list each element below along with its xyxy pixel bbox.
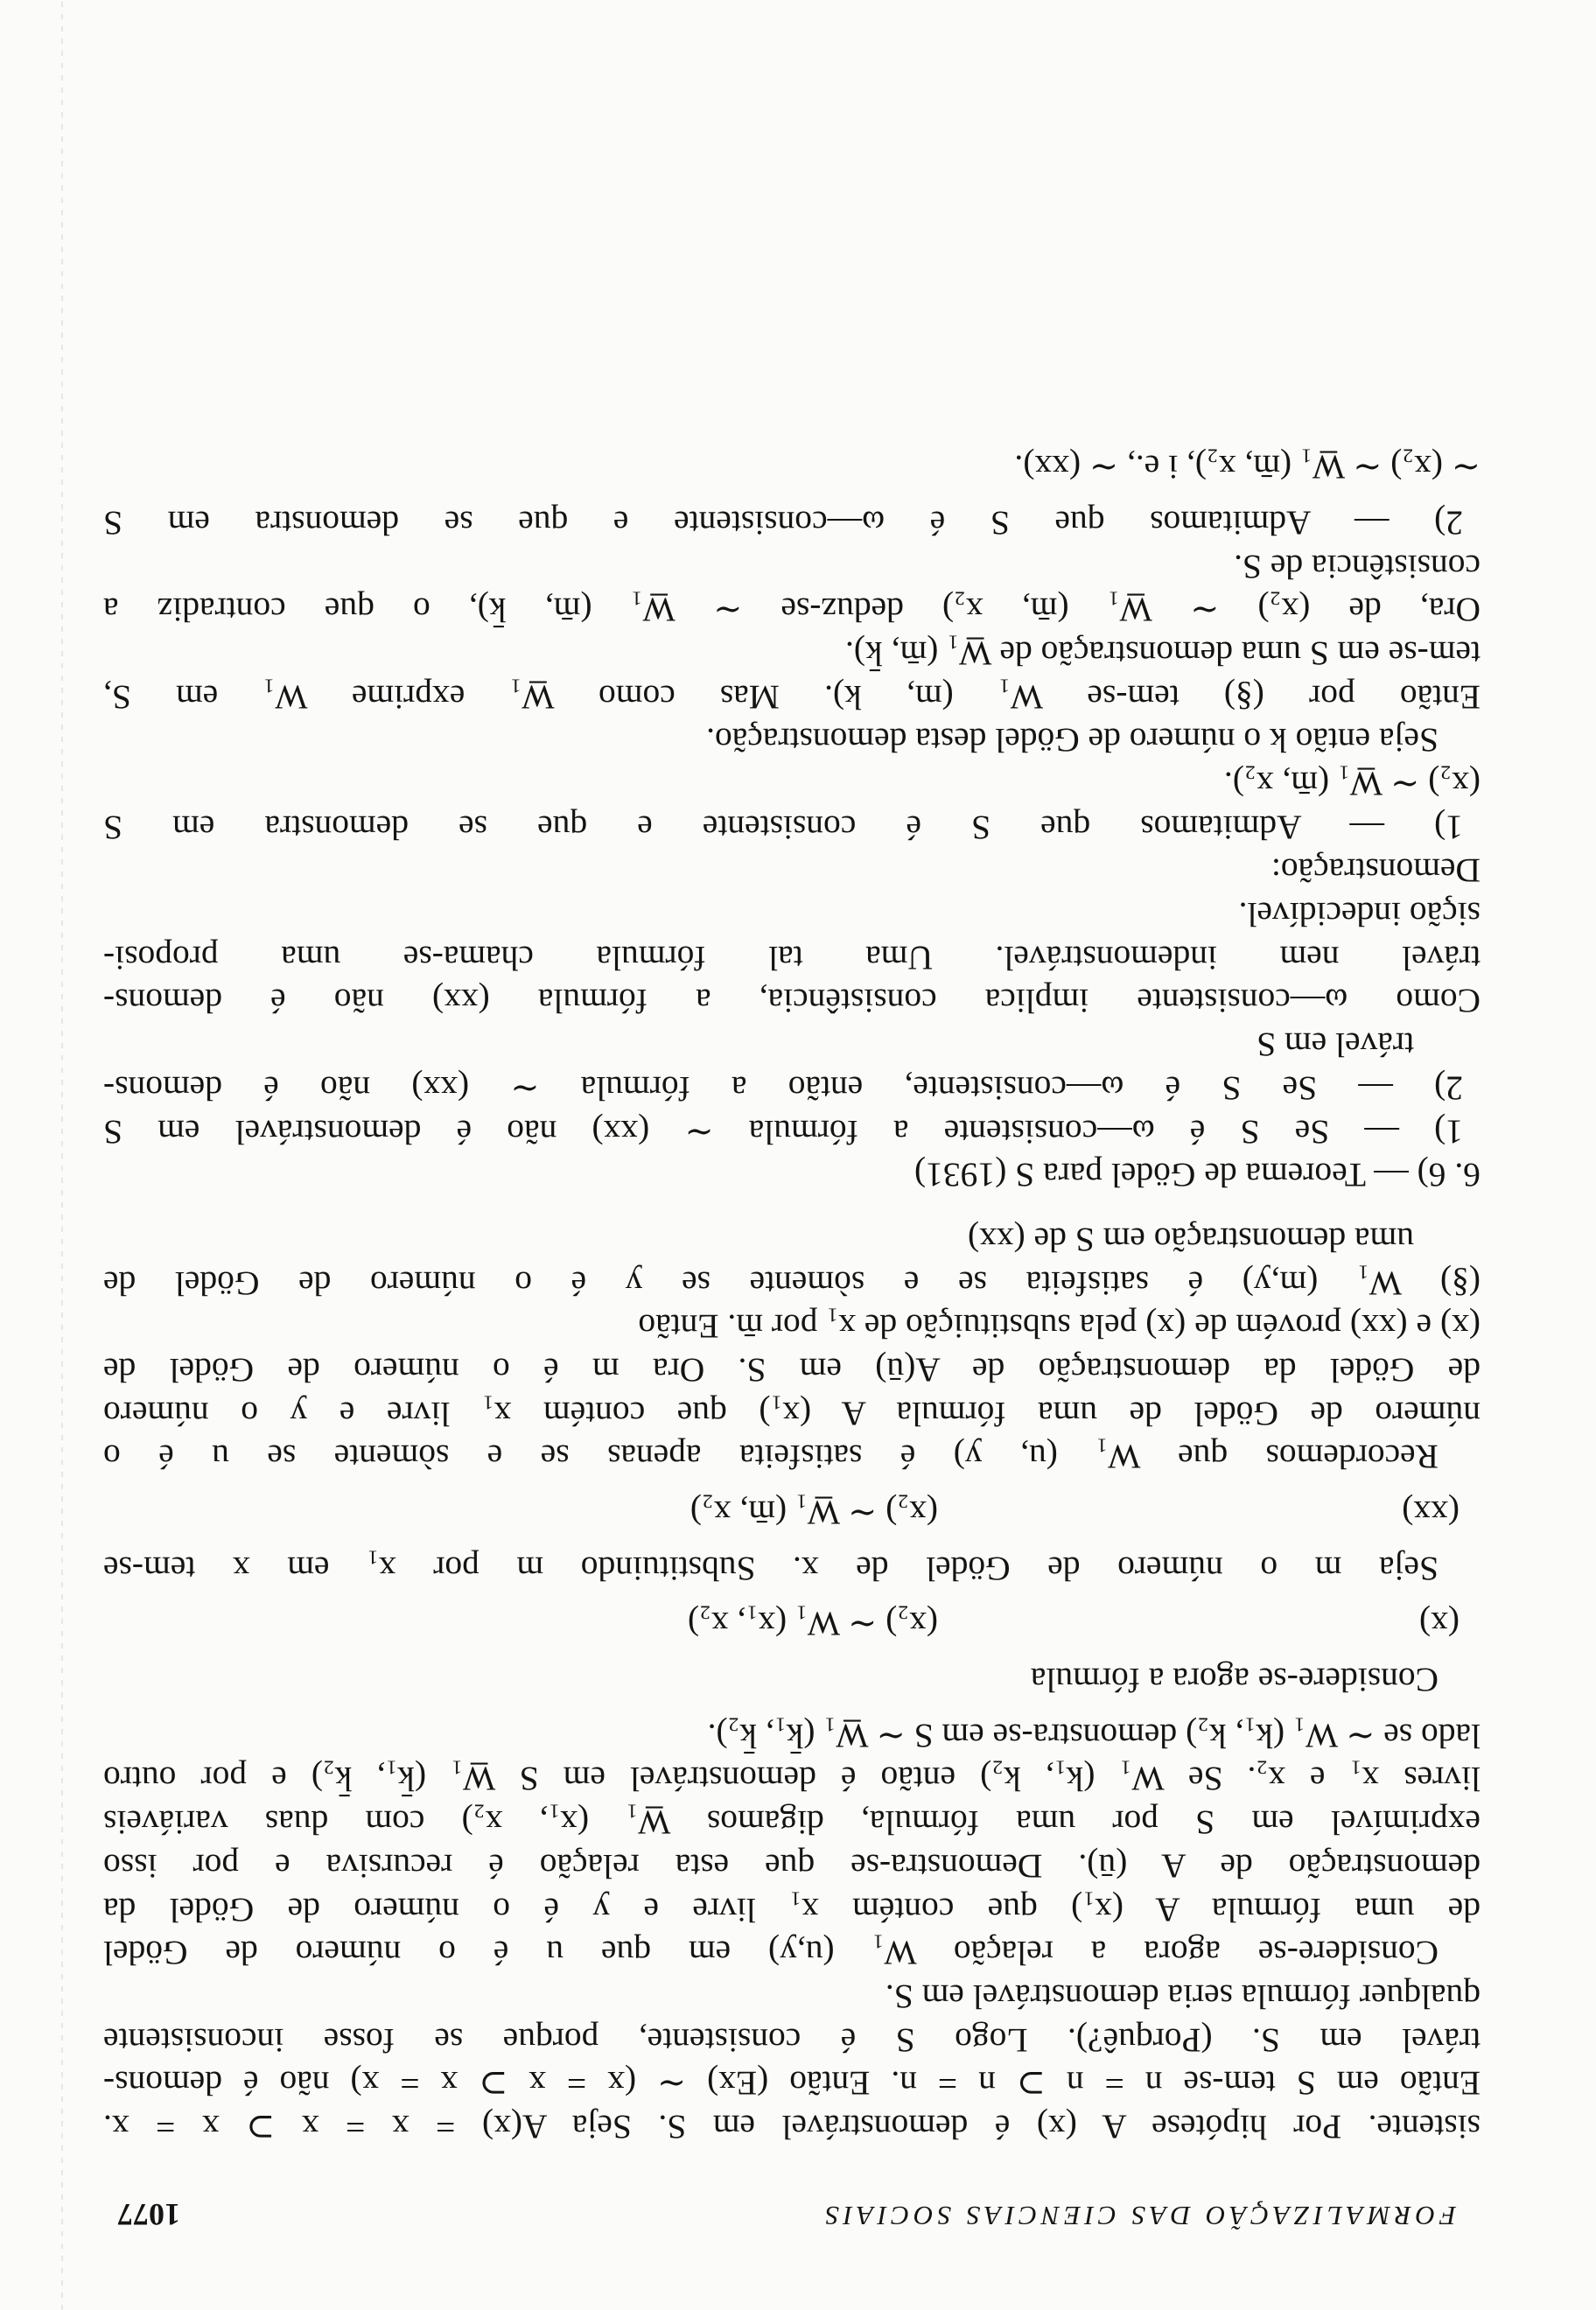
text-line: Recordemos que W₁ (u, y) é satisfeita apenas se e sòmente se u é o [103, 1438, 1438, 1477]
text-line: qualquer fórmula seria demonstrável em S. [885, 1977, 1480, 2016]
theorem-item: 1) — Se S é ω—consistente a fórmula ∼ (xx) não é demonstrável em S [103, 1112, 1463, 1152]
text-line: Como ω—consistente implica consistência, a fórmula (xx) não é demons- [103, 982, 1480, 1021]
scan-edge [61, 0, 63, 2310]
theorem-title: 6. 6) — Teorema de Gödel para S (1931) [914, 1156, 1480, 1195]
text-line: Considere-se agora a relação W₁ (u,y) em que u é o número de Gödel [103, 1934, 1438, 1973]
text-line: (§) W₁ (m,y) é satisfeita se e sòmente se y é o número de Gödel de [103, 1264, 1480, 1303]
text-line: de Gödel da demonstração de A(ū) em S. Ora m é o número de Gödel de [103, 1351, 1480, 1390]
formula-expression: (x₂) ∼ W̲₁ (m̄, x₂) [690, 1494, 938, 1533]
paragraph-8: Seja então k o número de Gödel desta demonstração. [706, 721, 1438, 760]
formula-proof-1: (x₂) ∼ W̲₁ (m̄, x₂). [1223, 765, 1480, 804]
text-line: tem-se em S uma demonstração de W̲₁ (m̄, k̄). [844, 634, 1480, 673]
theorem-item: 2) — Se S é ω—consistente, então a fórmula ∼ (xx) não é demons- [103, 1068, 1463, 1108]
formula-label: (xx) [1402, 1494, 1460, 1533]
running-title: FORMALIZAÇÃO DAS CIENCIAS SOCIAIS [821, 2201, 1456, 2231]
proof-heading: Demonstração: [1270, 851, 1480, 891]
paragraph-2 [103, 1713, 1480, 1974]
text-line: demonstração de A (ū). Demonstra-se que esta relação é recursiva e por isso [103, 1846, 1480, 1886]
page-header [117, 2179, 1456, 2231]
paragraph-5 [103, 1305, 1480, 1479]
text-line: Então em S tem-se n = n ⊃ n = n. Então (Ex) ∼ (x = x ⊃ x = x) não é demons- [103, 2064, 1480, 2104]
text-line: Ora, de (x₂) ∼ W̲₁ (m̄, x₂) deduz-se ∼ W̲₁ (m̄, k̄), o que contradiz a [103, 591, 1480, 630]
theorem-items [103, 1023, 1480, 1153]
text-line: sistente. Por hipótese A (x) é demonstrável em S. Seja A(x) = x = x ⊃ x = x. [103, 2108, 1480, 2146]
formula-x [103, 1602, 1480, 1646]
text-line: de uma fórmula A (x₁) que contém x₁ livre e y é o número de Gödel da [103, 1890, 1480, 1929]
formula-label: (x) [1418, 1605, 1460, 1644]
formula-expression: (x₂) ∼ W₁ (x₁, x₂) [688, 1605, 938, 1644]
paragraph-9 [103, 544, 1480, 718]
paragraph-4: Seja m o número de Gödel de x. Substituindo m por x₁ em x tem-se [103, 1549, 1438, 1588]
text-line: Então por (§) tem-se W₁ (m, k). Mas como W̲₁ exprime W₁ em S, [103, 677, 1480, 717]
text-line: consistência de S. [1234, 547, 1480, 586]
text-line: (x) e (xx) provém de (x) pela substituição de x₁ por m̄. Então [638, 1307, 1480, 1347]
paragraph-3: Considere-se agora a fórmula [1030, 1661, 1438, 1700]
page-body [103, 445, 1480, 2148]
theorem-item: trável em S [1256, 1026, 1414, 1065]
text-line: trável nem indemonstrável. Uma tal fórmula chama-se uma proposi- [103, 938, 1480, 977]
text-line: lado se ∼ W₁ (k₁, k₂) demonstra-se em S ∼ W̲₁ (k̄₁, k̄₂). [707, 1716, 1480, 1755]
paragraph-7 [103, 892, 1480, 1022]
text-line: trável em S. (Porquê?). Logo S é consistente, porque se fosse inconsistente [103, 2020, 1480, 2060]
paragraph-6 [103, 1217, 1480, 1304]
text-line: livres x₁ e x₂. Se W₁ (k₁, k₂) então é demonstrável em S W̲₁ (k̄₁, k̄₂) e por outro [103, 1760, 1480, 1799]
text-line: sição indecidível. [1238, 895, 1480, 934]
text-line: exprimível em S por uma fórmula, digamos W̲₁ (x₁, x₂) com duas variáveis [103, 1803, 1480, 1843]
text-line: número de Gödel de uma fórmula A (x₁) que contém x₁ livre e y o número [103, 1394, 1480, 1433]
text-line: uma demonstração em S de (xx) [967, 1220, 1414, 1259]
proof-step-1: 1) — Admitamos que S é consistente e que se demonstra em S [103, 808, 1463, 847]
formula-xx [103, 1490, 1480, 1534]
page-number: 1077 [117, 2197, 180, 2232]
proof-step-2: 2) — Admitamos que S é ω—consistente e que se demonstra em S [103, 503, 1463, 542]
paragraph-1 [103, 1974, 1480, 2148]
formula-proof-2: ∼ (x₂) ∼ W̲₁ (m̄, x₂), i e., ∼ (xx). [1014, 448, 1480, 487]
